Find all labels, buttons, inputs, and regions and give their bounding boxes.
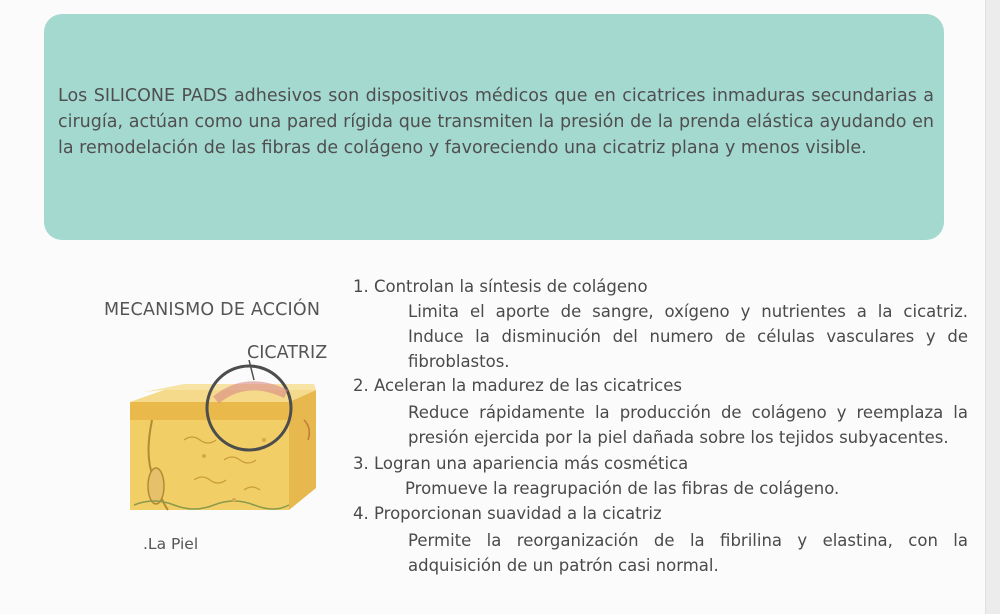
benefit-4-detail: Permite la reorganización de la fibrilina y elastina, con la adquisición de un patrón casi normal. xyxy=(408,531,968,575)
intro-paragraph: Los SILICONE PADS adhesivos son dispositivos médicos que en cicatrices inmaduras secundarias a cirugía, actúan como una pared rígida que transmiten la presión de la prenda elástica ayudando en la remodelación de las fibras de colágeno y favoreciendo una cicatriz plana y menos visible. xyxy=(58,86,934,158)
scar-label: CICATRIZ xyxy=(247,343,328,363)
page-edge xyxy=(985,0,1000,614)
benefit-1-detail: Limita el aporte de sangre, oxígeno y nutrientes a la cicatriz. Induce la disminución del numero de células vasculares y de fibroblastos. xyxy=(408,302,968,371)
benefit-3-heading: 3. Logran una apariencia más cosmética xyxy=(353,454,689,473)
skin-label: .La Piel xyxy=(143,535,199,553)
skin-cross-section-illustration xyxy=(124,360,324,520)
benefit-4-heading: 4. Proporcionan suavidad a la cicatriz xyxy=(353,504,662,523)
benefit-1-heading: 1. Controlan la síntesis de colágeno xyxy=(353,277,648,296)
mechanism-title: MECANISMO DE ACCIÓN xyxy=(104,300,321,320)
intro-panel xyxy=(44,14,944,240)
benefit-2-heading: 2. Aceleran la madurez de las cicatrices xyxy=(353,376,682,395)
benefit-2-detail: Reduce rápidamente la producción de colágeno y reemplaza la presión ejercida por la piel dañada sobre los tejidos subyacentes. xyxy=(408,403,968,447)
benefit-3-detail: Promueve la reagrupación de las fibras de colágeno. xyxy=(405,479,840,498)
